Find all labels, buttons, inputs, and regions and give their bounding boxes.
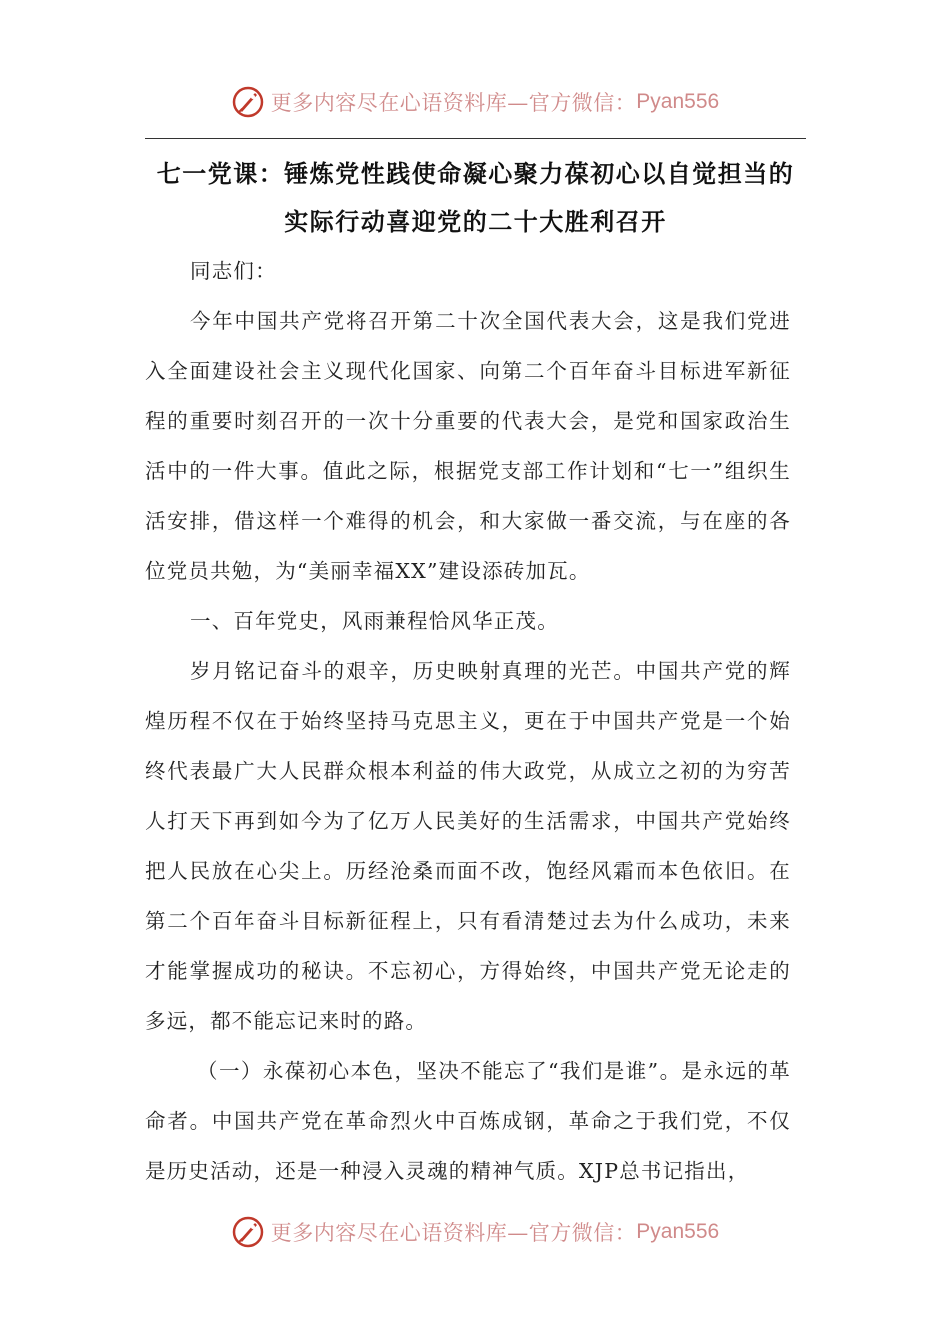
document-title: 七一党课：锤炼党性践使命凝心聚力葆初心以自觉担当的实际行动喜迎党的二十大胜利召开 (156, 160, 795, 236)
salutation: 同志们： (190, 259, 277, 283)
header-watermark-banner (0, 82, 950, 122)
quill-seal-logo-icon (231, 85, 265, 119)
document-body (145, 246, 791, 1196)
quill-seal-logo-icon (231, 1215, 265, 1249)
subsection-paragraph: （一）永葆初心本色，坚决不能忘了“我们是谁”。是永远的革命者。中国共产党在革命烈火中百炼成钢，革命之于我们党，不仅是历史活动，还是一种浸入灵魂的精神气质。XJP总书记指出， (145, 1059, 791, 1183)
banner-text: 更多内容尽在心语资料库—官方微信： (270, 91, 637, 115)
paragraph-intro: 今年中国共产党将召开第二十次全国代表大会，这是我们党进入全面建设社会主义现代化国家、向第二个百年奋斗目标进军新征程的重要时刻召开的一次十分重要的代表大会，是党和国家政治生活中的一件大事。值此之际，根据党支部工作计划和“七一”组织生活安排，借这样一个难得的机会，和大家做一番交流，与在座的各位党员共勉，为“美丽幸福XX”建设添砖加瓦。 (145, 309, 791, 583)
wechat-id: Pyan556 (636, 90, 720, 113)
paragraph-history: 岁月铭记奋斗的艰辛，历史映射真理的光芒。中国共产党的辉煌历程不仅在于始终坚持马克思主义，更在于中国共产党是一个始终代表最广大人民群众根本利益的伟大政党，从成立之初的为穷苦人打天下再到如今为了亿万人民美好的生活需求，中国共产党始终把人民放在心尖上。历经沧桑而面不改，饱经风霜而本色依旧。在第二个百年奋斗目标新征程上，只有看清楚过去为什么成功，未来才能掌握成功的秘诀。不忘初心，方得始终，中国共产党无论走的多远，都不能忘记来时的路。 (145, 659, 791, 1033)
footer-watermark-banner (0, 1212, 950, 1252)
section-heading: 一、百年党史，风雨兼程恰风华正茂。 (190, 609, 559, 633)
banner-text: 更多内容尽在心语资料库—官方微信： (270, 1221, 637, 1245)
wechat-id: Pyan556 (636, 1220, 720, 1243)
header-divider (145, 138, 806, 139)
